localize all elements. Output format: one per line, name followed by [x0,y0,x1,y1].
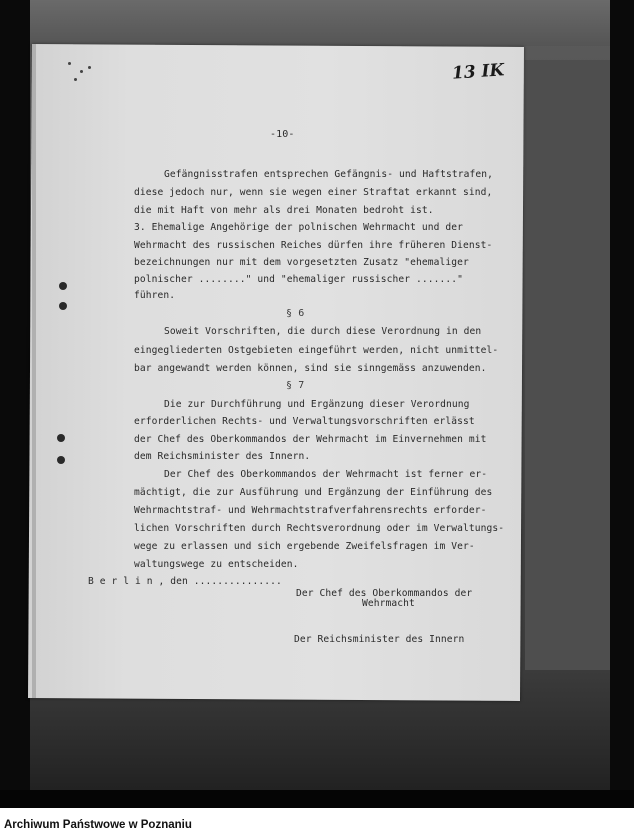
handwritten-folio-number: 13 IK [451,60,505,84]
speck [80,70,83,73]
underlying-page-strip [525,60,610,670]
archive-footer [0,808,634,840]
section-heading: § 7 [286,380,305,391]
punch-hole [57,434,65,442]
text-line: bezeichnungen nur mit dem vorgesetzten Zusatz "ehemaliger [134,257,469,268]
text-line: 3. Ehemalige Angehörige der polnischen Wehrmacht und der [134,222,464,233]
text-line: eingegliederten Ostgebieten eingeführt werden, nicht unmittel- [134,345,499,356]
section-heading: § 6 [286,308,305,319]
text-line: Die zur Durchführung und Ergänzung dieser Verordnung [164,399,470,410]
text-line: dem Reichsminister des Innern. [134,451,311,462]
text-line: der Chef des Oberkommandos der Wehrmacht im Einvernehmen mit [134,434,487,445]
text-line: polnischer ........" und "ehemaliger russischer ......." [134,274,464,285]
page-edge [32,44,36,698]
place-and-date: B e r l i n , den ............... [88,576,282,587]
scan-background-top [30,0,610,46]
text-line: Wehrmacht des russischen Reiches dürfen ihre früheren Dienst- [134,240,493,251]
punch-hole [59,282,67,290]
text-line: mächtigt, die zur Ausführung und Ergänzung der Einführung des [134,487,493,498]
archive-name: Archiwum Państwowe w Poznaniu [4,819,192,831]
text-line: wege zu erlassen und sich ergebende Zweifelsfragen im Ver- [134,541,475,552]
text-line: Soweit Vorschriften, die durch diese Verordnung in den [164,326,482,337]
punch-hole [57,456,65,464]
signature-block-line: Der Reichsminister des Innern [294,634,465,645]
text-line: die mit Haft von mehr als drei Monaten bedroht ist. [134,205,434,216]
text-line: diese jedoch nur, wenn sie wegen einer Straftat erkannt sind, [134,187,493,198]
text-line: erforderlichen Rechts- und Verwaltungsvorschriften erlässt [134,416,475,427]
film-gap [0,790,634,808]
punch-hole [59,302,67,310]
signature-block-line: Der Chef des Oberkommandos der [296,588,473,599]
text-line: lichen Vorschriften durch Rechtsverordnung oder im Verwaltungs- [134,523,505,534]
page-number: -10- [270,129,295,140]
text-line: führen. [134,290,176,301]
text-line: bar angewandt werden können, sind sie sinngemäss anzuwenden. [134,363,487,374]
speck [88,66,91,69]
speck [68,62,71,65]
text-line: waltungswege zu entscheiden. [134,559,299,570]
signature-block-line: Wehrmacht [362,598,415,609]
text-line: Wehrmachtstraf- und Wehrmachtstrafverfahrensrechts erforder- [134,505,487,516]
speck [74,78,77,81]
text-line: Gefängnisstrafen entsprechen Gefängnis- und Haftstrafen, [164,169,494,180]
text-line: Der Chef des Oberkommandos der Wehrmacht ist ferner er- [164,469,488,480]
